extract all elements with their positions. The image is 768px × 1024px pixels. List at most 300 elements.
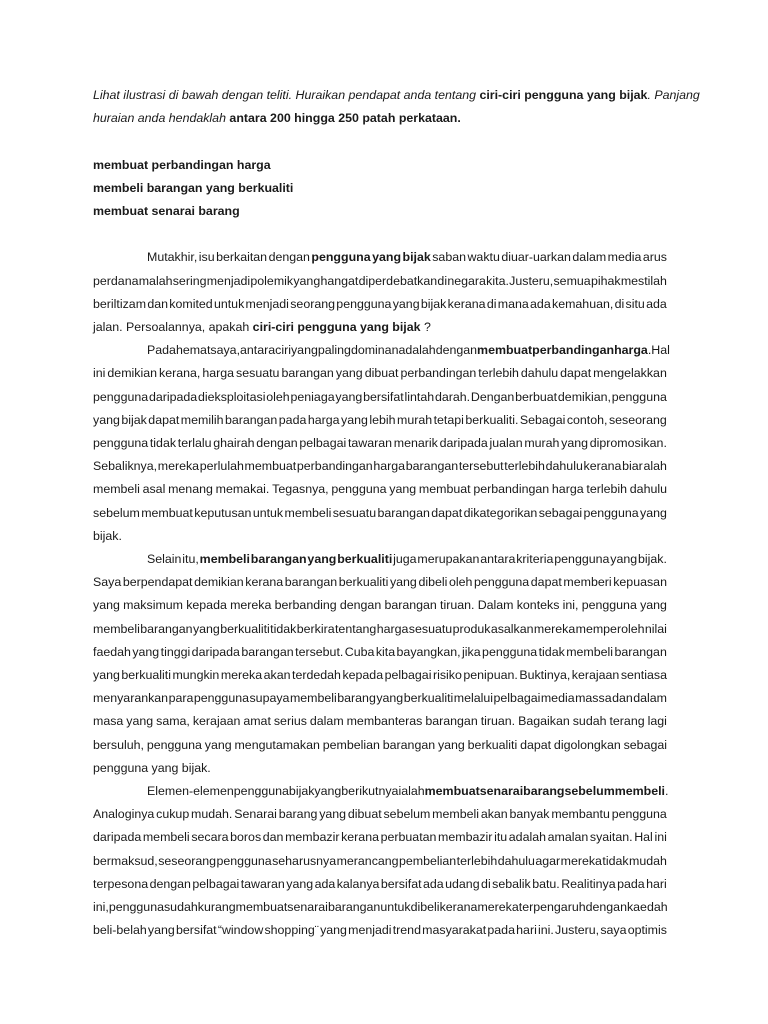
essay-word: pengguna <box>93 436 149 451</box>
essay-word: tawaran <box>240 876 285 891</box>
essay-word: yang <box>640 505 667 520</box>
essay-line <box>93 687 667 710</box>
essay-emphasis: membuat <box>424 784 480 799</box>
essay-word: yang <box>335 389 363 404</box>
essay-word: yang <box>320 923 347 938</box>
essay-word: menarik <box>393 436 438 451</box>
essay-word: berkualiti <box>121 668 171 683</box>
essay-word: agar <box>535 853 561 868</box>
essay-word: dengan <box>256 436 298 451</box>
essay-line <box>93 525 667 548</box>
essay-word: barang <box>337 691 376 706</box>
essay-word: adalah <box>398 343 436 358</box>
essay-word: yang <box>204 737 232 752</box>
essay-word: paling <box>317 343 351 358</box>
essay-word: membazir <box>285 830 340 845</box>
essay-word: mungkin <box>172 668 220 683</box>
essay-word: pembelian <box>399 853 457 868</box>
instruction-line-2 <box>93 107 667 130</box>
essay-word: peniaga <box>290 389 335 404</box>
essay-word: dapat <box>148 412 180 427</box>
essay-emphasis: yang <box>372 250 402 265</box>
essay-word: sebagai <box>538 505 583 520</box>
essay-word: batu. <box>532 876 560 891</box>
essay-word: berkualiti <box>220 621 270 636</box>
essay-line <box>93 432 667 455</box>
essay-word: berkualiti <box>338 575 389 590</box>
essay-word: sudah <box>163 900 198 915</box>
essay-line <box>93 594 667 617</box>
essay-line <box>93 502 667 525</box>
essay-word: . <box>647 343 652 358</box>
essay-word: kita <box>375 644 396 659</box>
essay-word: dengan <box>585 900 627 915</box>
instruction-emphasis: antara 200 hingga 250 patah perkataan. <box>229 111 461 126</box>
essay-word: harga <box>307 412 340 427</box>
essay-word: dahulu <box>497 853 535 868</box>
essay-line <box>93 873 667 896</box>
essay-word: sesuatu <box>408 621 453 636</box>
essay-word: lagi <box>647 714 667 729</box>
essay-word: apakah <box>208 320 250 334</box>
essay-word: membeli <box>93 482 140 497</box>
essay-line <box>93 548 667 571</box>
essay-word: demikian, <box>557 389 611 404</box>
essay-word: yang <box>290 343 318 358</box>
essay-word: itu <box>494 830 508 845</box>
essay-word: yang <box>389 482 417 497</box>
essay-word: kerana <box>583 459 622 474</box>
essay-word: ada <box>314 876 336 891</box>
essay-word: pengguna <box>554 552 610 567</box>
essay-word: berbanding <box>274 598 337 613</box>
essay-word: sentiasa <box>620 668 667 683</box>
illustration-item: membuat perbandingan harga <box>93 157 271 172</box>
essay-word: perbandingan <box>400 366 477 381</box>
essay-word: ini. <box>538 923 554 938</box>
essay-word: kerajaan <box>192 714 241 729</box>
essay-word: bijak <box>288 784 315 799</box>
essay-word: dengan <box>268 250 310 265</box>
essay-word: pengguna <box>146 737 202 752</box>
essay-word: kerana <box>439 900 478 915</box>
essay-word: daripada <box>439 436 488 451</box>
essay-word: produk <box>452 621 491 636</box>
essay-line <box>93 571 667 594</box>
essay-word: polemik <box>250 273 294 288</box>
essay-word: Tegasnya, <box>272 482 329 497</box>
essay-word: yang <box>93 668 120 683</box>
essay-word: bermaksud, <box>93 853 158 868</box>
essay-word: membuat <box>235 900 288 915</box>
essay-word: terlalu <box>177 436 212 451</box>
essay-emphasis: barangan <box>250 552 307 567</box>
essay-emphasis: bijak <box>402 250 431 265</box>
essay-word: konteks <box>516 598 560 613</box>
essay-word: Pada <box>147 343 176 358</box>
essay-word: memberi <box>563 575 612 590</box>
essay-word: syaitan. <box>589 830 633 845</box>
essay-word: barangan <box>425 714 478 729</box>
essay-word: di <box>486 296 497 311</box>
essay-emphasis: membeli <box>199 552 250 567</box>
essay-word: asal <box>142 482 166 497</box>
essay-word: membazir <box>438 830 493 845</box>
essay-line <box>93 734 667 757</box>
essay-word: tentang <box>334 621 377 636</box>
document-page <box>93 84 700 942</box>
essay-word: membuat <box>418 482 471 497</box>
essay-word: amalan <box>547 830 589 845</box>
essay-word: yang <box>437 737 465 752</box>
essay-word: barangan <box>614 644 667 659</box>
essay-word: dapat <box>520 737 552 752</box>
essay-word: yang <box>192 621 220 636</box>
essay-word: kita. <box>486 273 509 288</box>
essay-word: yang <box>126 714 154 729</box>
essay-word: sebelum <box>93 505 140 520</box>
essay-word: ciri <box>275 343 291 358</box>
essay-word: digolongkan <box>553 737 621 752</box>
essay-word: antara <box>480 552 516 567</box>
essay-word: harga <box>373 459 406 474</box>
essay-word: barangan <box>327 900 381 915</box>
essay-word: pengguna <box>474 575 530 590</box>
essay-word: penipuan. <box>463 668 518 683</box>
essay-line <box>93 293 667 316</box>
essay-word: yang <box>147 923 175 938</box>
essay-word: Analoginya <box>93 807 155 822</box>
essay-word: diperdebatkan <box>358 273 438 288</box>
essay-word: akan <box>480 807 508 822</box>
essay-word: saban <box>432 250 466 265</box>
essay-line <box>93 316 667 339</box>
essay-word: jualan <box>489 436 523 451</box>
essay-word: biar <box>622 459 643 474</box>
essay-word: tiruan. <box>480 714 516 729</box>
essay-word: tersebut <box>458 459 504 474</box>
essay-word: kerana <box>341 830 379 845</box>
essay-word: mestilah <box>620 273 667 288</box>
essay-word: supaya <box>249 691 290 706</box>
essay-word: mengelakkan <box>593 366 667 381</box>
essay-line <box>93 664 667 687</box>
essay-word: pengguna <box>108 900 164 915</box>
essay-word: murah <box>524 436 560 451</box>
essay-word: nilai <box>644 621 667 636</box>
essay-word: Saya <box>93 575 122 590</box>
essay-word: untuk <box>380 900 411 915</box>
essay-word: antara <box>240 343 276 358</box>
essay-word: Justeru, <box>555 923 600 938</box>
essay-word: Hal <box>634 830 653 845</box>
essay-word: mereka <box>157 459 200 474</box>
essay-word: pengguna <box>583 505 639 520</box>
essay-word: dieksploitasi <box>197 389 266 404</box>
essay-word: menjadi <box>245 296 289 311</box>
essay-word: membeli <box>566 644 614 659</box>
essay-word: juga <box>393 552 417 567</box>
essay-word: pengguna <box>233 784 289 799</box>
essay-word: dalam <box>633 691 667 706</box>
essay-word: jika <box>462 644 481 659</box>
essay-word: pelbagai <box>384 668 432 683</box>
essay-word: dibeli <box>410 900 440 915</box>
essay-word: jalan. <box>93 320 123 334</box>
essay-word: dalam <box>309 714 344 729</box>
essay-emphasis: sebelum <box>564 784 615 799</box>
essay-word: perbandingan <box>296 459 373 474</box>
essay-word: kaedah <box>626 900 668 915</box>
essay-word: dalam <box>572 250 607 265</box>
essay-word: barangan <box>241 644 294 659</box>
essay-emphasis: yang <box>307 552 337 567</box>
essay-emphasis: perbandingan <box>532 343 615 358</box>
essay-word: untuk <box>252 505 284 520</box>
essay-word: bijak. <box>181 760 211 775</box>
essay-word: merupakan <box>417 552 480 567</box>
essay-word: dibuat <box>364 366 399 381</box>
illustration-item: membeli barangan yang berkualiti <box>93 180 294 195</box>
essay-word: melalui <box>453 691 494 706</box>
essay-word: yang <box>341 412 368 427</box>
essay-word: tidak <box>602 853 629 868</box>
essay-line <box>93 270 667 293</box>
essay-word: Sebagai <box>519 412 566 427</box>
essay-word: kepuasan <box>613 575 667 590</box>
essay-word: seseorang <box>158 853 217 868</box>
essay-word: Mutakhir, <box>147 250 198 265</box>
essay-word: tersebut. <box>295 644 344 659</box>
essay-word: barangan <box>284 575 338 590</box>
essay-word: membeli <box>289 691 337 706</box>
essay-line <box>93 386 667 409</box>
essay-word: barangan <box>384 598 437 613</box>
essay-line <box>93 780 667 803</box>
essay-word: hari <box>646 876 667 891</box>
essay-word: membuat <box>141 505 193 520</box>
essay-word: dan <box>147 296 168 311</box>
essay-word: mereka <box>477 900 519 915</box>
essay-line <box>93 803 667 826</box>
essay-word: harga <box>551 482 584 497</box>
essay-word: mereka <box>560 853 602 868</box>
essay-word: ialah <box>398 784 425 799</box>
essay-word: yang <box>314 784 342 799</box>
essay-line <box>93 850 667 873</box>
essay-word: pada <box>278 412 307 427</box>
essay-word: terlebih <box>504 459 545 474</box>
essay-word: para <box>168 691 194 706</box>
essay-word: barangan <box>140 621 193 636</box>
essay-word: bayangkan, <box>396 644 461 659</box>
essay-word: kepada <box>342 668 384 683</box>
essay-word: berpendapat <box>122 575 193 590</box>
essay-word: Dengan <box>470 389 515 404</box>
essay-emphasis: barang <box>523 784 565 799</box>
essay-word: asalkan <box>490 621 534 636</box>
essay-word: kerana <box>447 296 486 311</box>
essay-word: berikutnya <box>341 784 399 799</box>
essay-word: lintah <box>404 389 435 404</box>
essay-word: daripada <box>148 389 198 404</box>
essay-body <box>93 246 670 942</box>
essay-word: seorang <box>290 296 336 311</box>
essay-word: pelbagai <box>192 876 240 891</box>
essay-line <box>93 826 667 849</box>
essay-word: serius <box>273 714 307 729</box>
essay-word: waktu <box>467 250 500 265</box>
essay-word: yang <box>93 412 120 427</box>
essay-word: ? <box>423 320 431 334</box>
essay-word: pengguna <box>611 389 667 404</box>
essay-line <box>93 478 667 501</box>
instruction-text: Lihat ilustrasi di bawah dengan teliti. Huraikan pendapat anda tentang <box>93 88 480 102</box>
essay-word: pengguna <box>482 644 538 659</box>
essay-word: bersifat <box>175 923 217 938</box>
essay-word: beriltizam <box>93 296 147 311</box>
essay-word: kepada <box>186 598 227 613</box>
essay-word: yang <box>286 876 314 891</box>
essay-line <box>93 641 667 664</box>
essay-word: bijak. <box>93 528 122 543</box>
essay-word: senarai <box>287 900 328 915</box>
essay-word: dapat <box>530 575 562 590</box>
essay-word: Sebaliknya, <box>93 459 158 474</box>
essay-word: semua <box>553 273 591 288</box>
essay-word: yang <box>335 366 363 381</box>
essay-word: boros <box>230 830 262 845</box>
essay-word: pembelian <box>322 737 380 752</box>
essay-word: sering <box>172 273 207 288</box>
essay-emphasis: bijak <box>392 320 421 334</box>
essay-word: cukup <box>156 807 190 822</box>
essay-word: untuk <box>213 296 245 311</box>
essay-word: dan <box>262 830 284 845</box>
essay-word: saya <box>600 923 627 938</box>
essay-emphasis: yang <box>359 320 389 334</box>
essay-word: sama, <box>156 714 190 729</box>
essay-word: membantu <box>551 807 610 822</box>
essay-word: memakai. <box>215 482 270 497</box>
essay-word: dahulu <box>629 482 667 497</box>
essay-word: yang <box>640 598 667 613</box>
essay-word: shopping¨ <box>264 923 319 938</box>
essay-word: barangan <box>377 505 430 520</box>
essay-line <box>93 455 667 478</box>
essay-word: Justeru, <box>509 273 554 288</box>
essay-word: menang <box>168 482 213 497</box>
essay-word: terpengaruh <box>518 900 586 915</box>
essay-word: beli-belah <box>93 923 147 938</box>
essay-word: alah <box>643 459 667 474</box>
essay-word: “window <box>217 923 264 938</box>
essay-word: pelbagai <box>299 436 347 451</box>
essay-word: dipromosikan. <box>589 436 667 451</box>
essay-word: menjadi <box>348 923 392 938</box>
essay-word: masyarakat <box>422 923 487 938</box>
instruction-emphasis: ciri-ciri pengguna yang bijak <box>479 88 648 102</box>
essay-word: pada <box>617 876 645 891</box>
essay-word: kalanya <box>336 876 380 891</box>
essay-word: pengguna <box>336 296 392 311</box>
essay-word: terdedah <box>292 668 341 683</box>
essay-word: dapat <box>431 505 463 520</box>
essay-word: ada <box>646 296 667 311</box>
illustration-item: membuat senarai barang <box>93 204 240 218</box>
essay-emphasis: harga <box>614 343 648 358</box>
essay-word: mana <box>497 296 529 311</box>
essay-word: pengguna <box>93 389 149 404</box>
essay-word: terang <box>609 714 645 729</box>
essay-word: bersuluh, <box>93 737 144 752</box>
essay-word: ini, <box>562 598 579 613</box>
essay-word: Hal <box>651 343 670 358</box>
essay-word: darah. <box>434 389 471 404</box>
essay-word: ini <box>93 366 106 381</box>
essay-word: hari <box>516 923 537 938</box>
essay-word: pada <box>487 923 515 938</box>
essay-word: negara <box>447 273 486 288</box>
essay-word: pelbagai <box>493 691 541 706</box>
essay-word: tawaran <box>347 436 393 451</box>
essay-word: mengutamakan <box>234 737 320 752</box>
essay-word: barangan <box>405 459 459 474</box>
essay-word: kurang <box>197 900 236 915</box>
essay-line <box>93 246 667 269</box>
essay-word: banyak <box>509 807 550 822</box>
essay-word: daripada <box>93 830 142 845</box>
essay-word: kriteria <box>516 552 554 567</box>
essay-word: seharusnya <box>272 853 337 868</box>
essay-word: tiruan. <box>440 598 475 613</box>
essay-word: pengguna <box>331 482 387 497</box>
essay-word: bersifat <box>380 876 422 891</box>
essay-emphasis: berkualiti <box>337 552 393 567</box>
essay-word: bijak. <box>637 552 667 567</box>
essay-word: yang <box>389 575 417 590</box>
essay-word: berkira <box>296 621 335 636</box>
essay-word: dahulu <box>520 366 559 381</box>
essay-word: masa <box>93 714 124 729</box>
essay-word: merancang <box>336 853 399 868</box>
essay-word: di <box>614 296 625 311</box>
essay-word: trend <box>392 923 421 938</box>
essay-word: berkualiti <box>403 691 454 706</box>
essay-word: perbandingan <box>473 482 550 497</box>
essay-emphasis: pengguna <box>311 250 371 265</box>
essay-word: menjadi <box>206 273 251 288</box>
essay-word: berkualiti. <box>465 412 519 427</box>
essay-emphasis: senarai <box>479 784 524 799</box>
essay-word: yang <box>132 644 160 659</box>
essay-word: terlebih <box>586 482 628 497</box>
essay-word: di <box>481 876 491 891</box>
essay-word: dibuat <box>347 807 382 822</box>
essay-word: di <box>437 273 448 288</box>
essay-word: tidak <box>149 436 177 451</box>
essay-word: membuat <box>244 459 297 474</box>
essay-word: seseorang <box>608 412 667 427</box>
essay-word: membeli <box>432 807 479 822</box>
essay-line <box>93 757 667 780</box>
essay-word: itu, <box>182 552 199 567</box>
essay-word: ghairah <box>213 436 255 451</box>
essay-word: pengguna <box>581 598 637 613</box>
essay-word: sesuatu <box>332 505 377 520</box>
essay-word: Bagaikan <box>518 714 570 729</box>
essay-word: perdana <box>93 273 139 288</box>
